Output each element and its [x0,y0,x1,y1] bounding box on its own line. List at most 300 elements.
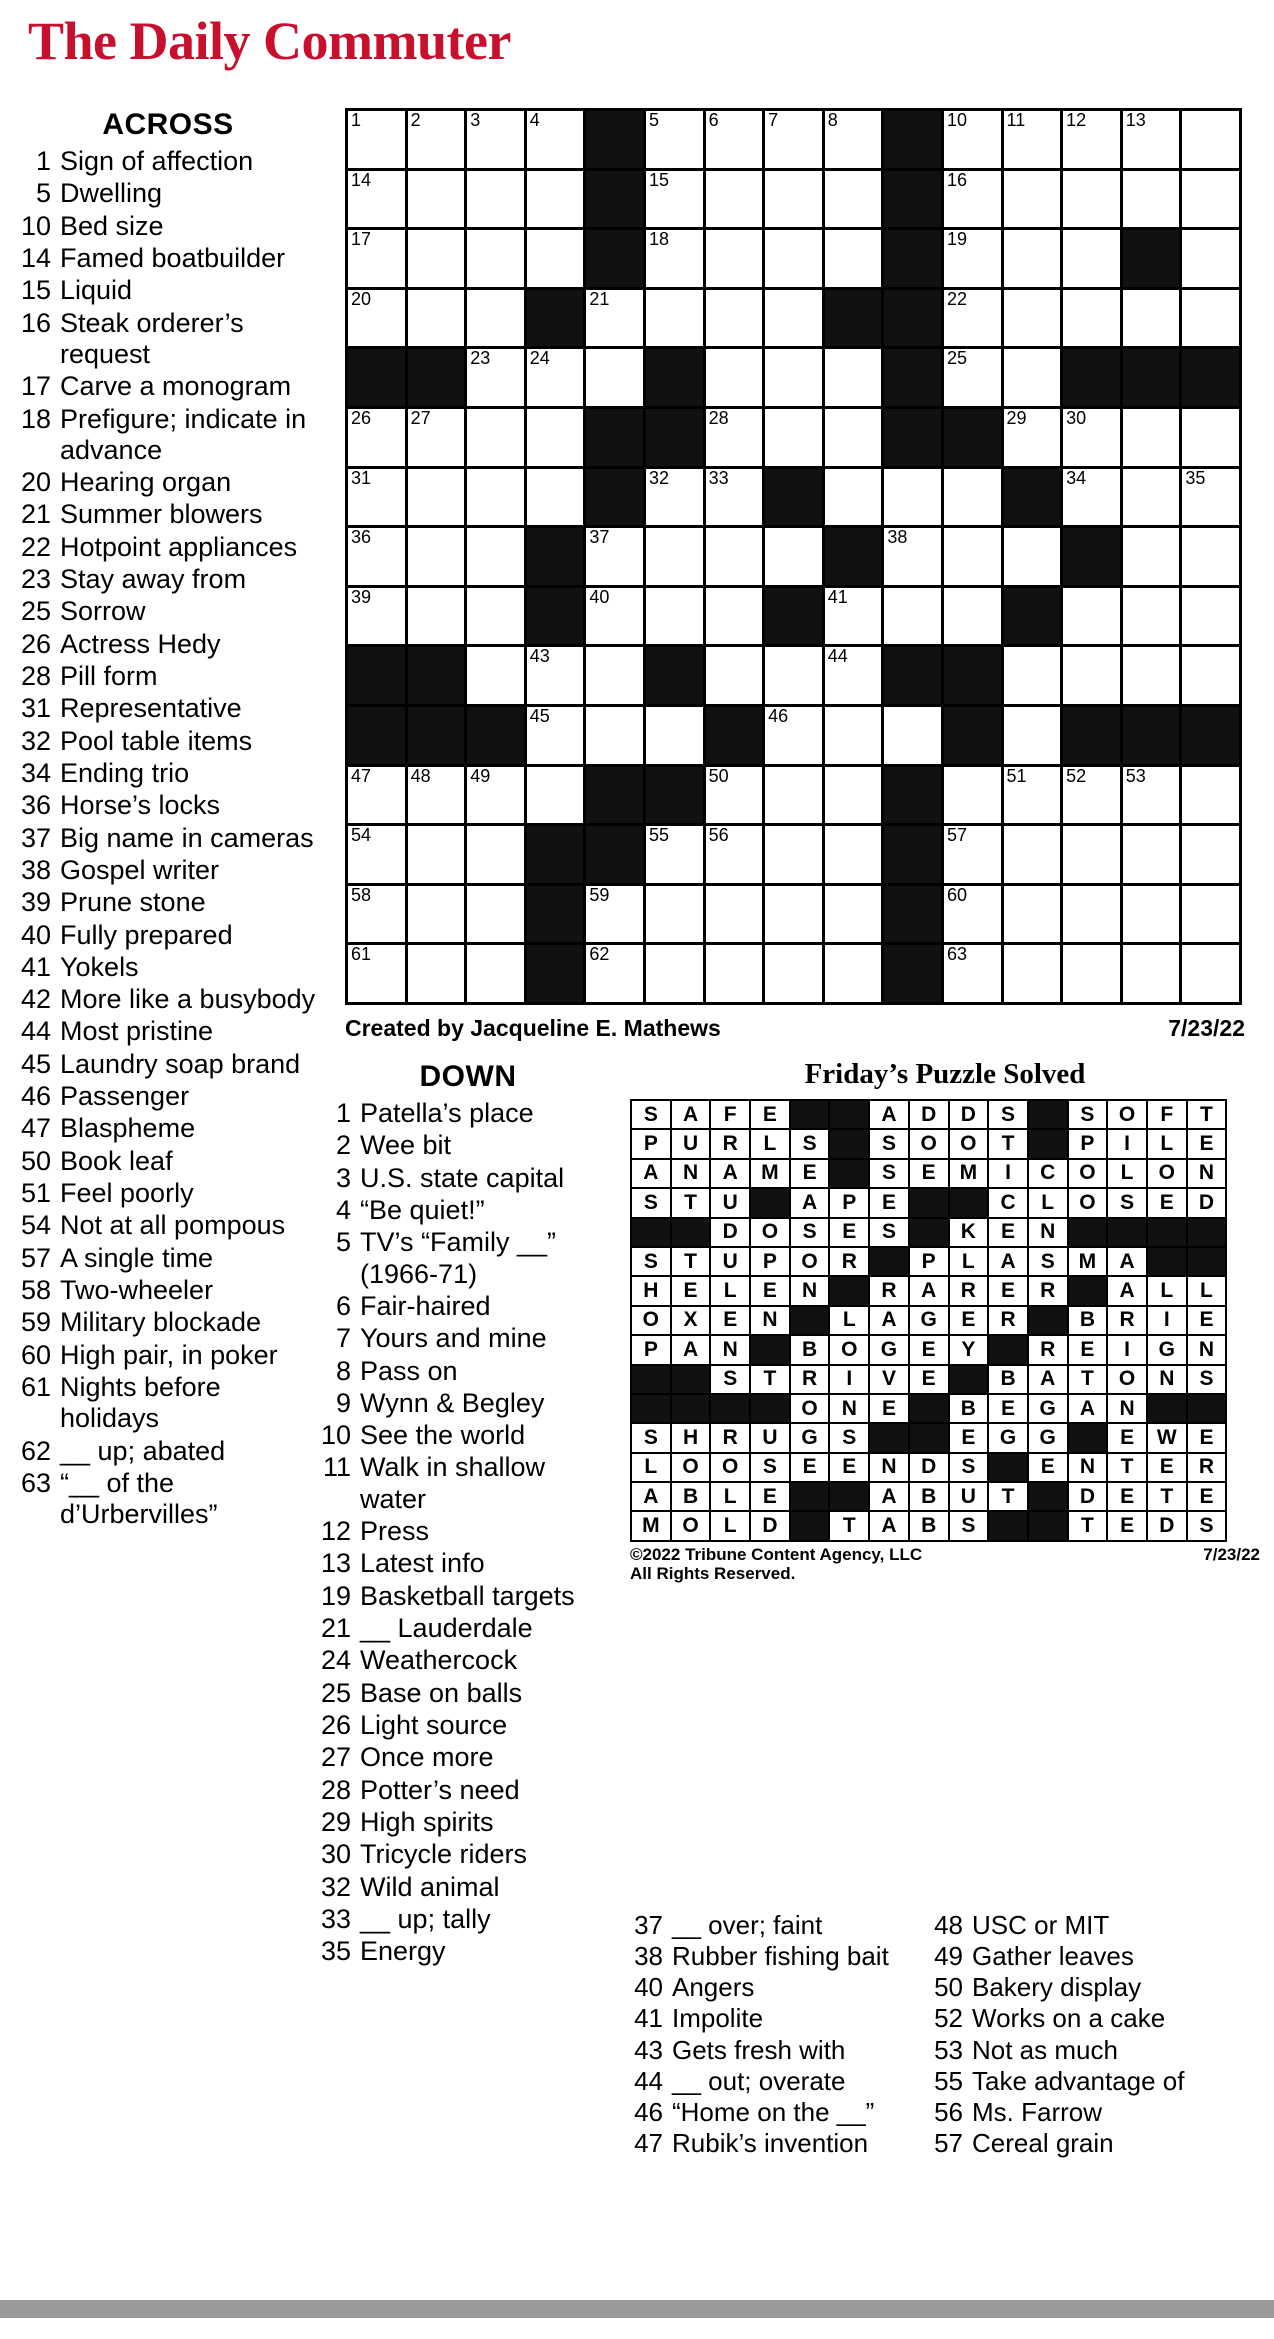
copyright-block [630,1545,922,1584]
grid-cell[interactable] [825,647,885,707]
grid-cell[interactable] [944,349,1004,409]
across-clue [18,1146,318,1177]
grid-cell[interactable] [1182,111,1242,171]
solved-letter-cell: M [751,1160,791,1189]
grid-cell[interactable] [825,588,885,648]
across-clue-text: Book leaf [60,1145,173,1176]
grid-cell[interactable] [467,528,527,588]
grid-cell[interactable] [1004,528,1064,588]
down-clue-text: Gets fresh with [672,2034,846,2065]
grid-cell[interactable] [825,767,885,827]
grid-cell[interactable] [825,469,885,529]
grid-cell[interactable] [1182,647,1242,707]
grid-cell[interactable] [765,111,825,171]
solved-block [1069,1219,1109,1248]
grid-cell[interactable] [1182,826,1242,886]
grid-block [527,886,587,946]
grid-cell[interactable] [408,588,468,648]
grid-cell[interactable] [706,767,766,827]
grid-cell[interactable] [348,767,408,827]
grid-cell[interactable] [1004,349,1064,409]
grid-block [1182,349,1242,409]
grid-cell-number: 30 [1066,407,1087,428]
solved-letter-cell: U [751,1424,791,1453]
solved-letter-cell: N [791,1277,831,1306]
grid-cell[interactable] [1004,945,1064,1005]
down-clue [630,2097,920,2127]
grid-cell[interactable] [467,230,527,290]
grid-cell[interactable] [348,290,408,350]
grid-cell[interactable] [646,588,706,648]
grid-cell[interactable] [467,588,527,648]
grid-cell[interactable] [1182,767,1242,827]
solved-letter-cell: S [1188,1366,1228,1395]
grid-cell[interactable] [646,945,706,1005]
grid-cell[interactable] [348,826,408,886]
solved-letter-cell: S [1188,1512,1228,1541]
grid-cell[interactable] [408,945,468,1005]
grid-block [1063,707,1123,767]
solved-letter-cell: A [1069,1395,1109,1424]
solved-letter-cell: F [711,1101,751,1130]
down-clue [318,1548,618,1579]
grid-cell[interactable] [825,111,885,171]
grid-cell[interactable] [527,767,587,827]
solved-block [870,1248,910,1277]
down-clues-column-2 [630,1910,920,2159]
grid-cell[interactable] [765,945,825,1005]
across-clue-text: “__ of the d’Urbervilles” [60,1467,218,1530]
grid-cell[interactable] [467,409,527,469]
solved-letter-cell: B [910,1512,950,1541]
grid-cell[interactable] [467,886,527,946]
across-clue-number: 36 [20,790,51,821]
grid-cell[interactable] [467,349,527,409]
grid-block [1063,528,1123,588]
grid-cell[interactable] [944,111,1004,171]
down-clue-number: 13 [320,1548,351,1579]
grid-cell[interactable] [348,469,408,529]
across-clue-number: 51 [20,1178,51,1208]
grid-cell[interactable] [765,290,825,350]
grid-cell[interactable] [1063,886,1123,946]
grid-cell[interactable] [944,588,1004,648]
solved-letter-cell: F [1148,1101,1188,1130]
grid-cell[interactable] [1182,290,1242,350]
grid-cell[interactable] [706,349,766,409]
solved-letter-cell: R [1188,1454,1228,1483]
grid-cell-number: 29 [1006,407,1027,428]
grid-cell[interactable] [646,290,706,350]
across-clue [18,1243,318,1274]
solved-letter-cell: R [711,1130,751,1159]
grid-cell-number: 34 [1066,467,1087,488]
grid-cell[interactable] [646,707,706,767]
grid-cell[interactable] [944,767,1004,827]
grid-cell[interactable] [348,886,408,946]
grid-cell[interactable] [765,707,825,767]
solved-letter-cell: T [989,1483,1029,1512]
across-clue [18,564,318,595]
grid-block [884,290,944,350]
solved-letter-cell: E [989,1277,1029,1306]
down-clue [630,2035,920,2065]
grid-cell[interactable] [1123,469,1183,529]
grid-cell[interactable] [1063,469,1123,529]
solved-letter-cell: R [1029,1277,1069,1306]
grid-cell[interactable] [527,171,587,231]
down-clue-text: Energy [360,1936,446,1967]
solved-letter-cell: M [950,1160,990,1189]
solved-letter-cell: L [711,1512,751,1541]
across-clue-number: 20 [20,467,51,498]
grid-cell[interactable] [1123,171,1183,231]
grid-cell[interactable] [706,230,766,290]
grid-cell[interactable] [586,528,646,588]
grid-cell[interactable] [765,349,825,409]
grid-cell[interactable] [586,945,646,1005]
across-clue-text: Gospel writer [60,854,220,885]
across-clue-text: Sign of affection [60,146,254,176]
grid-cell[interactable] [884,528,944,588]
grid-cell[interactable] [586,349,646,409]
grid-cell[interactable] [408,409,468,469]
grid-cell[interactable] [884,588,944,648]
grid-cell[interactable] [1063,945,1123,1005]
down-clue [318,1195,618,1226]
grid-cell[interactable] [825,945,885,1005]
grid-cell[interactable] [348,230,408,290]
grid-cell[interactable] [1123,290,1183,350]
grid-cell[interactable] [646,886,706,946]
grid-cell[interactable] [1063,230,1123,290]
grid-cell[interactable] [586,647,646,707]
grid-cell[interactable] [408,230,468,290]
solved-puzzle-title: Friday’s Puzzle Solved [804,1058,1086,1090]
solved-letter-cell: R [870,1277,910,1306]
grid-cell[interactable] [765,767,825,827]
grid-cell[interactable] [706,886,766,946]
grid-cell[interactable] [586,588,646,648]
grid-cell[interactable] [944,171,1004,231]
grid-cell[interactable] [706,826,766,886]
grid-cell[interactable] [1063,290,1123,350]
solved-letter-cell: B [1069,1307,1109,1336]
grid-cell[interactable] [408,111,468,171]
grid-cell[interactable] [1063,111,1123,171]
grid-cell[interactable] [586,290,646,350]
grid-cell[interactable] [884,469,944,529]
grid-cell[interactable] [527,409,587,469]
grid-cell[interactable] [825,826,885,886]
grid-cell[interactable] [1004,886,1064,946]
grid-cell[interactable] [646,826,706,886]
grid-cell[interactable] [646,469,706,529]
down-clue [318,1775,618,1806]
grid-cell[interactable] [348,945,408,1005]
solved-letter-cell: E [989,1219,1029,1248]
grid-cell[interactable] [348,171,408,231]
grid-cell[interactable] [348,409,408,469]
grid-cell[interactable] [1182,171,1242,231]
solved-block [1148,1395,1188,1424]
across-clue [18,275,318,306]
down-clue-number: 53 [934,2034,963,2065]
grid-cell[interactable] [944,469,1004,529]
grid-cell[interactable] [348,528,408,588]
grid-cell[interactable] [1123,767,1183,827]
down-clue-number: 19 [320,1580,351,1611]
grid-cell[interactable] [825,349,885,409]
grid-cell[interactable] [467,767,527,827]
grid-cell[interactable] [408,528,468,588]
grid-cell[interactable] [1063,647,1123,707]
grid-cell[interactable] [1004,171,1064,231]
across-clue-text: More like a busybody [60,984,316,1015]
grid-cell[interactable] [527,349,587,409]
grid-cell[interactable] [706,528,766,588]
grid-cell[interactable] [467,945,527,1005]
across-clue-number: 61 [20,1371,51,1402]
grid-cell[interactable] [825,409,885,469]
grid-cell[interactable] [467,826,527,886]
grid-block [1063,349,1123,409]
grid-cell[interactable] [944,230,1004,290]
down-clue [318,1839,618,1870]
grid-cell[interactable] [706,647,766,707]
down-clue [318,1452,618,1515]
grid-cell[interactable] [944,886,1004,946]
grid-cell[interactable] [646,528,706,588]
grid-cell[interactable] [408,886,468,946]
grid-cell[interactable] [944,945,1004,1005]
grid-cell[interactable] [944,528,1004,588]
grid-cell[interactable] [765,886,825,946]
grid-cell[interactable] [765,528,825,588]
grid-cell[interactable] [646,230,706,290]
grid-cell[interactable] [1063,826,1123,886]
solved-letter-cell: D [1069,1483,1109,1512]
solved-letter-cell: U [711,1248,751,1277]
solved-letter-cell: E [751,1483,791,1512]
grid-cell[interactable] [706,945,766,1005]
across-clue-number: 37 [20,822,51,853]
solved-letter-cell: S [791,1219,831,1248]
down-clue-text: Bakery display [972,1972,1142,2003]
across-clue-text: Hotpoint appliances [60,531,298,562]
grid-cell[interactable] [586,886,646,946]
grid-cell[interactable] [706,588,766,648]
grid-cell[interactable] [467,290,527,350]
grid-cell[interactable] [944,290,1004,350]
across-clue-list [18,146,318,1530]
grid-cell[interactable] [1182,230,1242,290]
grid-cell[interactable] [527,230,587,290]
grid-cell[interactable] [706,171,766,231]
grid-cell[interactable] [1182,528,1242,588]
down-clue-text: Base on balls [360,1677,523,1708]
grid-cell[interactable] [825,886,885,946]
grid-cell[interactable] [765,171,825,231]
across-clues-column [18,108,318,1531]
across-clue-number: 10 [20,210,51,241]
solved-letter-cell: U [950,1483,990,1512]
grid-cell[interactable] [1004,826,1064,886]
grid-cell[interactable] [1123,945,1183,1005]
grid-cell[interactable] [765,826,825,886]
solved-letter-cell: G [910,1307,950,1336]
grid-cell[interactable] [1123,647,1183,707]
grid-cell[interactable] [1123,588,1183,648]
grid-cell[interactable] [467,469,527,529]
solved-letter-cell: E [791,1454,831,1483]
solved-block [830,1160,870,1189]
grid-block [944,647,1004,707]
down-clue [930,2003,1260,2033]
grid-cell[interactable] [527,707,587,767]
grid-cell[interactable] [408,171,468,231]
down-clue [318,1581,618,1612]
down-clue-text: Ms. Farrow [972,2096,1102,2127]
solved-letter-cell: L [1148,1277,1188,1306]
solved-letter-cell: R [791,1366,831,1395]
solved-letter-cell: A [870,1307,910,1336]
grid-block [1004,588,1064,648]
solved-letter-cell: E [1188,1130,1228,1159]
grid-cell[interactable] [1004,111,1064,171]
grid-cell[interactable] [1063,409,1123,469]
grid-cell[interactable] [765,230,825,290]
solved-letter-cell: E [1188,1483,1228,1512]
solved-block [672,1395,712,1424]
across-clue [18,1016,318,1047]
solved-letter-cell: S [950,1454,990,1483]
grid-cell[interactable] [706,469,766,529]
down-clue-number: 1 [335,1098,351,1128]
down-clue [318,1742,618,1773]
down-clue-text: Works on a cake [972,2003,1166,2034]
across-clue-number: 39 [20,887,51,918]
crossword-grid[interactable] [345,108,1242,1005]
solved-letter-cell: A [989,1248,1029,1277]
down-clue [318,1098,618,1129]
grid-block [586,230,646,290]
grid-cell[interactable] [467,171,527,231]
solved-letter-cell: A [1108,1277,1148,1306]
grid-cell[interactable] [1182,945,1242,1005]
grid-cell[interactable] [1182,588,1242,648]
grid-cell[interactable] [646,171,706,231]
grid-cell[interactable] [765,647,825,707]
solved-letter-cell: O [672,1512,712,1541]
grid-block [408,647,468,707]
down-clue-list-3 [930,1910,1260,2158]
solved-letter-cell: G [791,1424,831,1453]
grid-cell[interactable] [825,230,885,290]
grid-cell-number: 1 [351,110,362,130]
grid-cell-number: 60 [946,884,967,905]
puzzle-author: Created by Jacqueline E. Mathews [345,1015,721,1041]
grid-cell[interactable] [1063,588,1123,648]
grid-cell[interactable] [1004,290,1064,350]
grid-cell[interactable] [527,111,587,171]
down-clue-text: Patella’s place [360,1098,534,1128]
grid-cell-number: 21 [589,288,610,309]
across-clue [18,887,318,918]
solved-letter-cell: C [989,1189,1029,1218]
grid-cell[interactable] [1123,111,1183,171]
grid-cell[interactable] [348,111,408,171]
down-clue [318,1710,618,1741]
grid-cell[interactable] [1004,230,1064,290]
solved-letter-cell: T [672,1248,712,1277]
across-clue [18,1113,318,1144]
grid-cell[interactable] [706,111,766,171]
grid-cell[interactable] [706,409,766,469]
grid-cell[interactable] [408,826,468,886]
grid-cell[interactable] [408,767,468,827]
grid-cell-number: 61 [351,944,372,965]
solved-letter-cell: S [989,1101,1029,1130]
grid-cell[interactable] [1063,171,1123,231]
grid-cell[interactable] [467,647,527,707]
grid-cell-number: 37 [589,527,610,548]
grid-cell[interactable] [1123,826,1183,886]
grid-cell[interactable] [1004,767,1064,827]
solved-block [711,1395,751,1424]
grid-cell-number: 54 [351,825,372,846]
grid-cell[interactable] [646,111,706,171]
grid-cell[interactable] [706,290,766,350]
grid-cell[interactable] [348,588,408,648]
grid-cell[interactable] [765,409,825,469]
grid-cell[interactable] [825,171,885,231]
grid-cell[interactable] [1004,409,1064,469]
grid-cell-number: 41 [827,586,848,607]
grid-cell[interactable] [884,707,944,767]
across-clue [18,1178,318,1209]
grid-cell[interactable] [467,111,527,171]
solved-letter-cell: N [1148,1366,1188,1395]
across-clue-number: 58 [20,1274,51,1305]
grid-cell[interactable] [408,469,468,529]
grid-cell-number: 17 [351,229,372,250]
down-clue-number: 2 [335,1130,351,1161]
down-clue [318,1420,618,1451]
grid-cell[interactable] [586,707,646,767]
grid-cell[interactable] [408,290,468,350]
grid-cell[interactable] [1123,528,1183,588]
grid-cell[interactable] [1004,647,1064,707]
grid-cell[interactable] [1123,409,1183,469]
across-clue [18,823,318,854]
grid-cell-number: 53 [1125,765,1146,786]
grid-cell[interactable] [527,647,587,707]
grid-cell[interactable] [1123,886,1183,946]
down-clue-text: __ up; tally [360,1903,491,1934]
solved-block [1029,1307,1069,1336]
grid-cell[interactable] [1004,707,1064,767]
solved-letter-cell: N [1029,1219,1069,1248]
grid-cell[interactable] [1063,767,1123,827]
grid-cell[interactable] [944,826,1004,886]
grid-cell[interactable] [1182,886,1242,946]
grid-cell[interactable] [825,707,885,767]
grid-cell[interactable] [1182,469,1242,529]
grid-cell[interactable] [1182,409,1242,469]
grid-cell[interactable] [527,469,587,529]
down-clue-number: 27 [320,1742,351,1773]
